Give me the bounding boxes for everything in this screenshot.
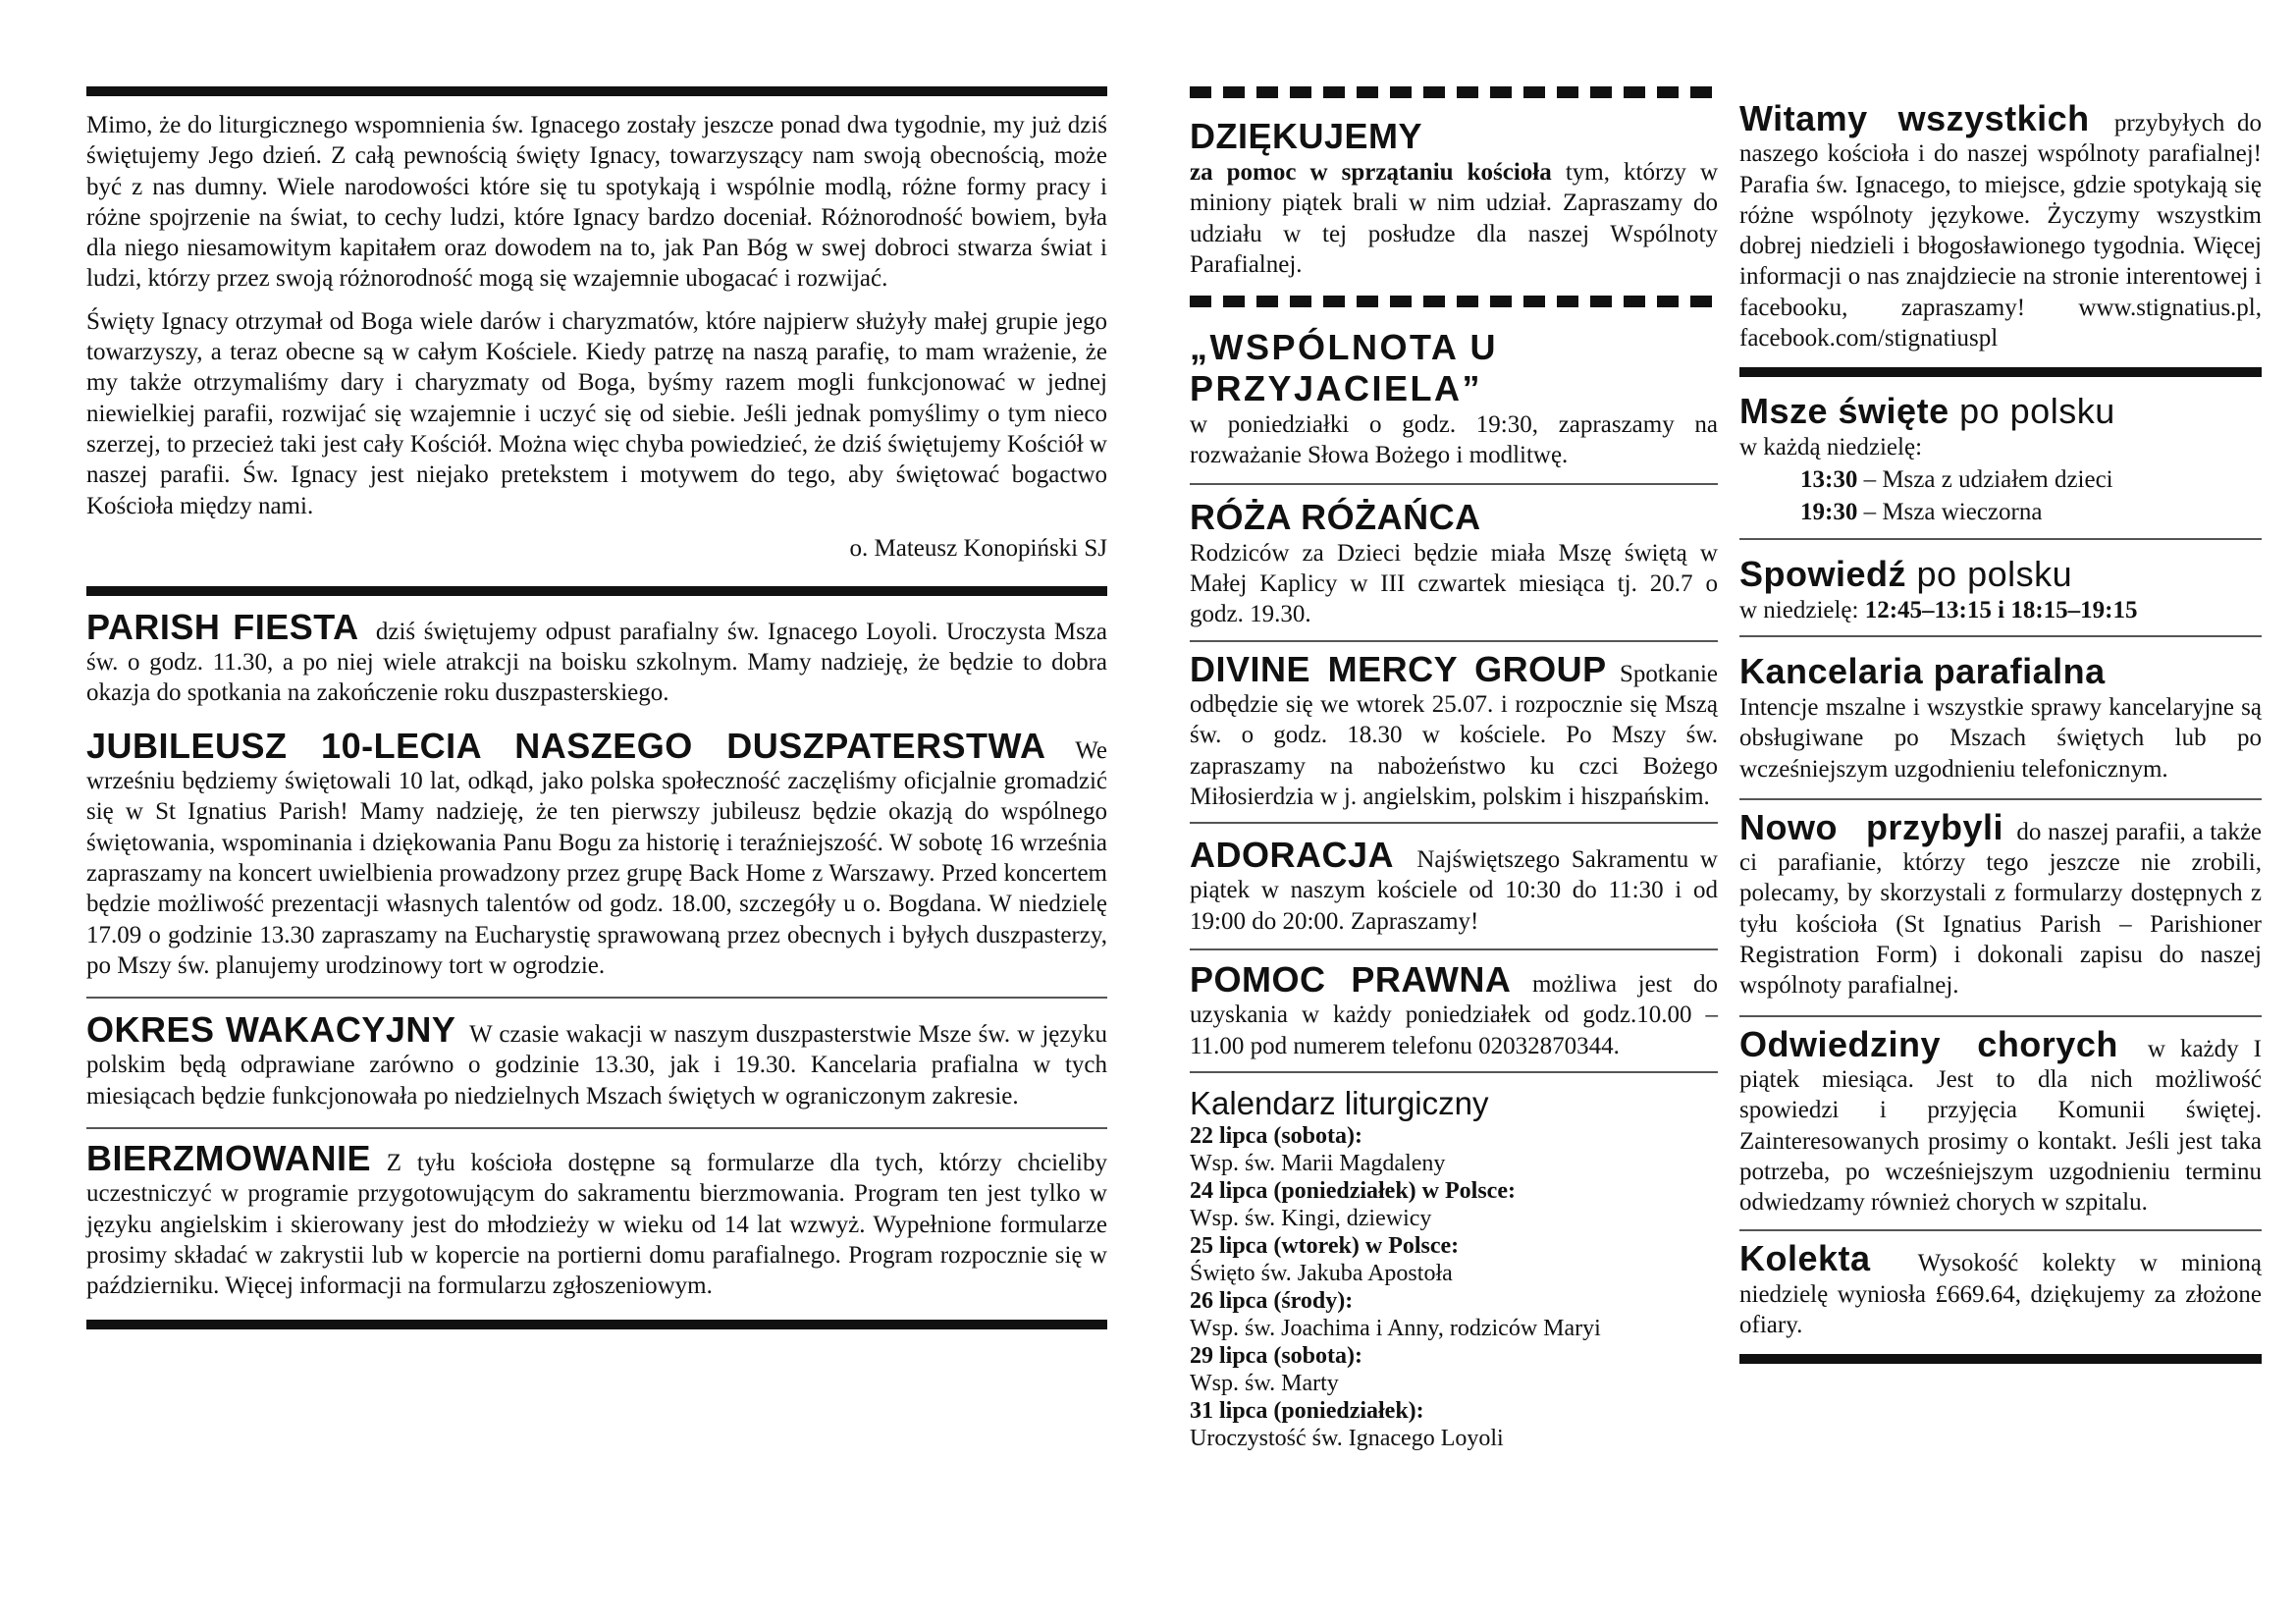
calendar-desc: Uroczystość św. Ignacego Loyoli: [1190, 1425, 1504, 1451]
confession-title-bold: Spowiedź: [1739, 553, 1907, 594]
section-text: tym, którzy w miniony piątek brali w nim udział. Zapraszamy do udziału w tej posłudze dla naszej Wspólnoty Parafialnej.: [1190, 159, 1718, 278]
mass-title: [1739, 391, 2262, 432]
mass-time-row: [1739, 496, 2262, 528]
legal-help-section: [1190, 959, 1718, 1061]
section-title: BIERZMOWANIE: [86, 1138, 371, 1179]
thanks-section: [1190, 157, 1718, 280]
section-text: do naszej parafii, a także ci parafianie, którzy tego jeszcze nie zrobili, polecamy, by skorzystali z formularzy dostępnych z tyłu kościoła (St Ignatius Parish – Parishioner Registration Form) i dokonali zapisu do naszej wspólnoty parafialnej.: [1739, 818, 2263, 1000]
section-text: Najświętszego Sakramentu w piątek w naszym kościele od 10:30 do 11:30 i od 19:00 do 20:00. Zapraszamy!: [1190, 846, 1718, 935]
dashed-divider: [1190, 86, 1718, 98]
calendar-date: 29 lipca (sobota):: [1190, 1342, 1362, 1369]
sick-visits-section: [1739, 1023, 2262, 1218]
mass-time: 19:30: [1800, 498, 1858, 525]
mass-title-bold: Msze święte: [1739, 391, 1949, 432]
calendar-date: 26 lipca (środy):: [1190, 1287, 1354, 1314]
calendar-title: Kalendarz liturgiczny: [1190, 1084, 1489, 1121]
right-column: [1739, 98, 2263, 1364]
divider: [86, 86, 1107, 96]
calendar-date: 22 lipca (sobota):: [1190, 1122, 1362, 1149]
welcome-section: [1739, 98, 2263, 353]
section-text: dziś świętujemy odpust parafialny św. Ignacego Loyoli. Uroczysta Msza św. o godz. 11.30, a po niej wiele atrakcji na boisku szkolnym. Mamy nadzieję, że będzie to dobra okazja do spotkania na zakończenie roku duszpasterskiego.: [86, 618, 1107, 707]
section-text: w poniedziałki o godz. 19:30, zapraszamy na rozważanie Słowa Bożego i modlitwę.: [1190, 411, 1718, 469]
confession-intro: w niedzielę:: [1739, 596, 1865, 623]
divine-mercy-section: [1190, 648, 1719, 812]
newcomers-section: [1739, 806, 2263, 1001]
section-title: RÓŻA RÓŻAŃCA: [1190, 496, 1481, 537]
mass-desc: – Msza z udziałem dzieci: [1857, 465, 2113, 493]
section-title: POMOC PRAWNA: [1190, 959, 1512, 1001]
divider: [1739, 1354, 2262, 1364]
mass-title-rest: po polsku: [1959, 391, 2115, 432]
section-text: W czasie wakacji w naszym duszpasterstwie Msze św. w języku polskim będą odprawiane zarówno o godzinie 13.30, jak i 19.30. Kancelaria prafialna w tych miesiącach będzie funkcjonowała po niedzielnych Mszach świętych w ograniczonym zakresie.: [86, 1021, 1107, 1110]
calendar-date: 31 lipca (poniedziałek):: [1190, 1397, 1424, 1424]
main-column: [86, 86, 1107, 1329]
section-title: „WSPÓLNOTA U PRZYJACIELA”: [1190, 327, 1498, 409]
intro-paragraph: Mimo, że do liturgicznego wspomnienia św. Ignacego zostały jeszcze ponad dwa tygodnie, my już dziś świętujemy Jego dzień. Z całą pewnością święty Ignacy, towarzyszący nam swoją obecnością, może być z nas dumny. Wiele narodowości które się tu spotykają i wspólnie modlą, różne formy pracy i różne spojrzenie na świat, to cechy ludzi, które Ignacy bardzo doceniał. Różnorodność bowiem, była dla niego niesamowitym kapitałem oraz dowodem na to, jak Pan Bóg w swej dobroci stwarza świat i ludzi, którzy przez swoją różnorodność mogą się wzajemnie ubogacać i rozwijać.: [86, 112, 1107, 293]
calendar-date: 24 lipca (poniedziałek) w Polsce:: [1190, 1177, 1516, 1204]
intro-paragraph: Święty Ignacy otrzymał od Boga wiele darów i charyzmatów, które najpierw służyły małej grupie jego towarzyszy, a teraz obecne są w całym Kościele. Kiedy patrzę na naszą parafię, to mam wrażenie, że my także otrzymaliśmy dary i charyzmaty od Boga, byśmy razem mogli funkcjonować w jednej niewielkiej parafii, rozwijać się wzajemnie i uczyć się od siebie. Jeśli jednak pomyślimy o tym nieco szerzej, to przecież taki jest cały Kościół. Można więc chyba powiedzieć, że dziś świętujemy Kościół w naszej parafii. Św. Ignacy jest niejako pretekstem i motywem do tego, aby świętować bogactwo Kościoła między nami.: [86, 307, 1107, 519]
section-title: DZIĘKUJEMY: [1190, 116, 1423, 156]
calendar-date: 25 lipca (wtorek) w Polsce:: [1190, 1232, 1460, 1259]
mass-desc: – Msza wieczorna: [1857, 498, 2043, 525]
calendar-desc: Wsp. św. Marii Magdaleny: [1190, 1150, 1446, 1176]
section-title: Nowo przybyli: [1739, 806, 2003, 847]
thanks-bold: za pomoc w sprzątaniu kościoła: [1190, 159, 1552, 186]
mass-times-list: [1739, 463, 2262, 528]
signature: o. Mateusz Konopiński SJ: [849, 534, 1107, 562]
section-title: ADORACJA: [1190, 835, 1395, 876]
confession-hours: 12:45–13:15 i 18:15–19:15: [1864, 596, 2138, 623]
section-text: Rodziców za Dzieci będzie miała Mszę świętą w Małej Kaplicy w III czwartek miesiąca tj. 20.7 o godz. 19.30.: [1190, 539, 1718, 628]
section-title: Odwiedziny chorych: [1739, 1023, 2118, 1064]
divider: [86, 1320, 1107, 1329]
section-text: Z tyłu kościoła dostępne są formularze dla tych, którzy chcieliby uczestniczyć w programie przygotowującym do sakramentu bierzmowania. Program ten jest tylko w języku angielskim i skierowany jest do młodzieży w wieku od 14 lat wzwyż. Wypełnione formularze prosimy składać w zakrystii lub w kopercie na portierni domu parafialnego. Program rozpocznie się w październiku. Więcej informacji na formularzu zgłoszeniowym.: [86, 1150, 1108, 1300]
mass-time: 13:30: [1800, 465, 1858, 493]
jubilee-section: [86, 725, 1107, 981]
calendar-desc: Wsp. św. Joachima i Anny, rodziców Maryi: [1190, 1315, 1601, 1341]
mass-time-row: [1739, 463, 2262, 496]
calendar-desc: Święto św. Jakuba Apostoła: [1190, 1260, 1453, 1286]
parish-fiesta-section: [86, 606, 1107, 709]
collection-section: [1739, 1238, 2262, 1340]
adoration-section: [1190, 835, 1718, 937]
divider: [1739, 367, 2262, 377]
section-text: Spotkanie odbędzie się we wtorek 25.07. i rozpocznie się Mszą św. o godz. 18.30 w kościele. Po Mszy św. zapraszamy na nabożeństwo ku czci Bożego Miłosierdzia w j. angielskim, polskim i hiszpańskim.: [1190, 660, 1719, 810]
section-title: PARISH FIESTA: [86, 606, 359, 647]
holiday-section: [86, 1009, 1107, 1111]
mass-intro: w każdą niedzielę:: [1739, 434, 1923, 461]
section-text: Intencje mszalne i wszystkie sprawy kancelaryjne są obsługiwane po Mszach świętych lub po wcześniejszym uzgodnieniu telefonicznym.: [1739, 693, 2262, 783]
dashed-divider: [1190, 296, 1718, 307]
calendar-list: [1190, 1122, 1718, 1452]
confession-times: [1739, 595, 2262, 625]
section-text: We wrześniu będziemy świętowali 10 lat, odkąd, jako polska społeczność zaczęliśmy oficjalnie gromadzić się w St Ignatius Parish! Mamy nadzieję, że ten pierwszy jubileusz będzie okazją do wspólnego świętowania, wspominania i dziękowania Panu Bogu za historię i teraźniejszość. W sobotę 16 września zapraszamy na koncert uwielbienia prowadzony przez grupę Back Home z Warszawy. Przed koncertem będzie możliwość prezentacji własnych talentów od godz. 18.00, szczegóły u o. Bogdana. W niedzielę 17.09 o godzinie 13.30 zapraszamy na Eucharystię sprawowaną przez obecnych i byłych duszpasterzy, po Mszy św. planujemy urodzinowy tort w ogrodzie.: [86, 736, 1107, 979]
calendar-desc: Wsp. św. Marty: [1190, 1370, 1339, 1396]
section-text: przybyłych do naszego kościoła i do naszej wspólnoty parafialnej! Parafia św. Ignacego, to miejsce, gdzie spotykają się różne wspólnoty językowe. Życzymy wszystkim dobrej niedzieli i błogosławionego tygodnia. Więcej informacji o nas znajdziecie na stronie interentowej i facebooku, zapraszamy! www.stignatius.pl, facebook.com/stignatiuspl: [1739, 110, 2263, 352]
section-title: JUBILEUSZ 10-LECIA NASZEGO DUSZPATERSTWA: [86, 725, 1046, 766]
divider: [86, 586, 1107, 596]
section-title: Witamy wszystkich: [1739, 98, 2090, 138]
confession-title: [1739, 554, 2262, 595]
middle-column: [1190, 86, 1718, 1452]
section-title: Kolekta: [1739, 1238, 1871, 1279]
section-text: Wysokość kolekty w minioną niedzielę wyniosła £669.64, dziękujemy za złożone ofiary.: [1739, 1250, 2262, 1339]
confession-title-rest: po polsku: [1916, 553, 2073, 594]
confirmation-section: [86, 1138, 1108, 1301]
section-title: Kancelaria parafialna: [1739, 650, 2106, 691]
section-text: możliwa jest do uzyskania w każdy poniedziałek od godz.10.00 – 11.00 pod numerem telefonu 02032870344.: [1190, 971, 1718, 1059]
calendar-desc: Wsp. św. Kingi, dziewicy: [1190, 1205, 1432, 1231]
section-text: w każdy I piątek miesiąca. Jest to dla nich możliwość spowiedzi i przyjęcia Komunii świętej. Zainteresowanych prosimy o kontakt. Jeśli jest taka potrzeba, po wcześniejszym uzgodnieniu terminu odwiedzamy również chorych w szpitalu.: [1739, 1035, 2262, 1217]
section-title: DIVINE MERCY GROUP: [1190, 648, 1607, 689]
section-title: OKRES WAKACYJNY: [86, 1009, 456, 1051]
